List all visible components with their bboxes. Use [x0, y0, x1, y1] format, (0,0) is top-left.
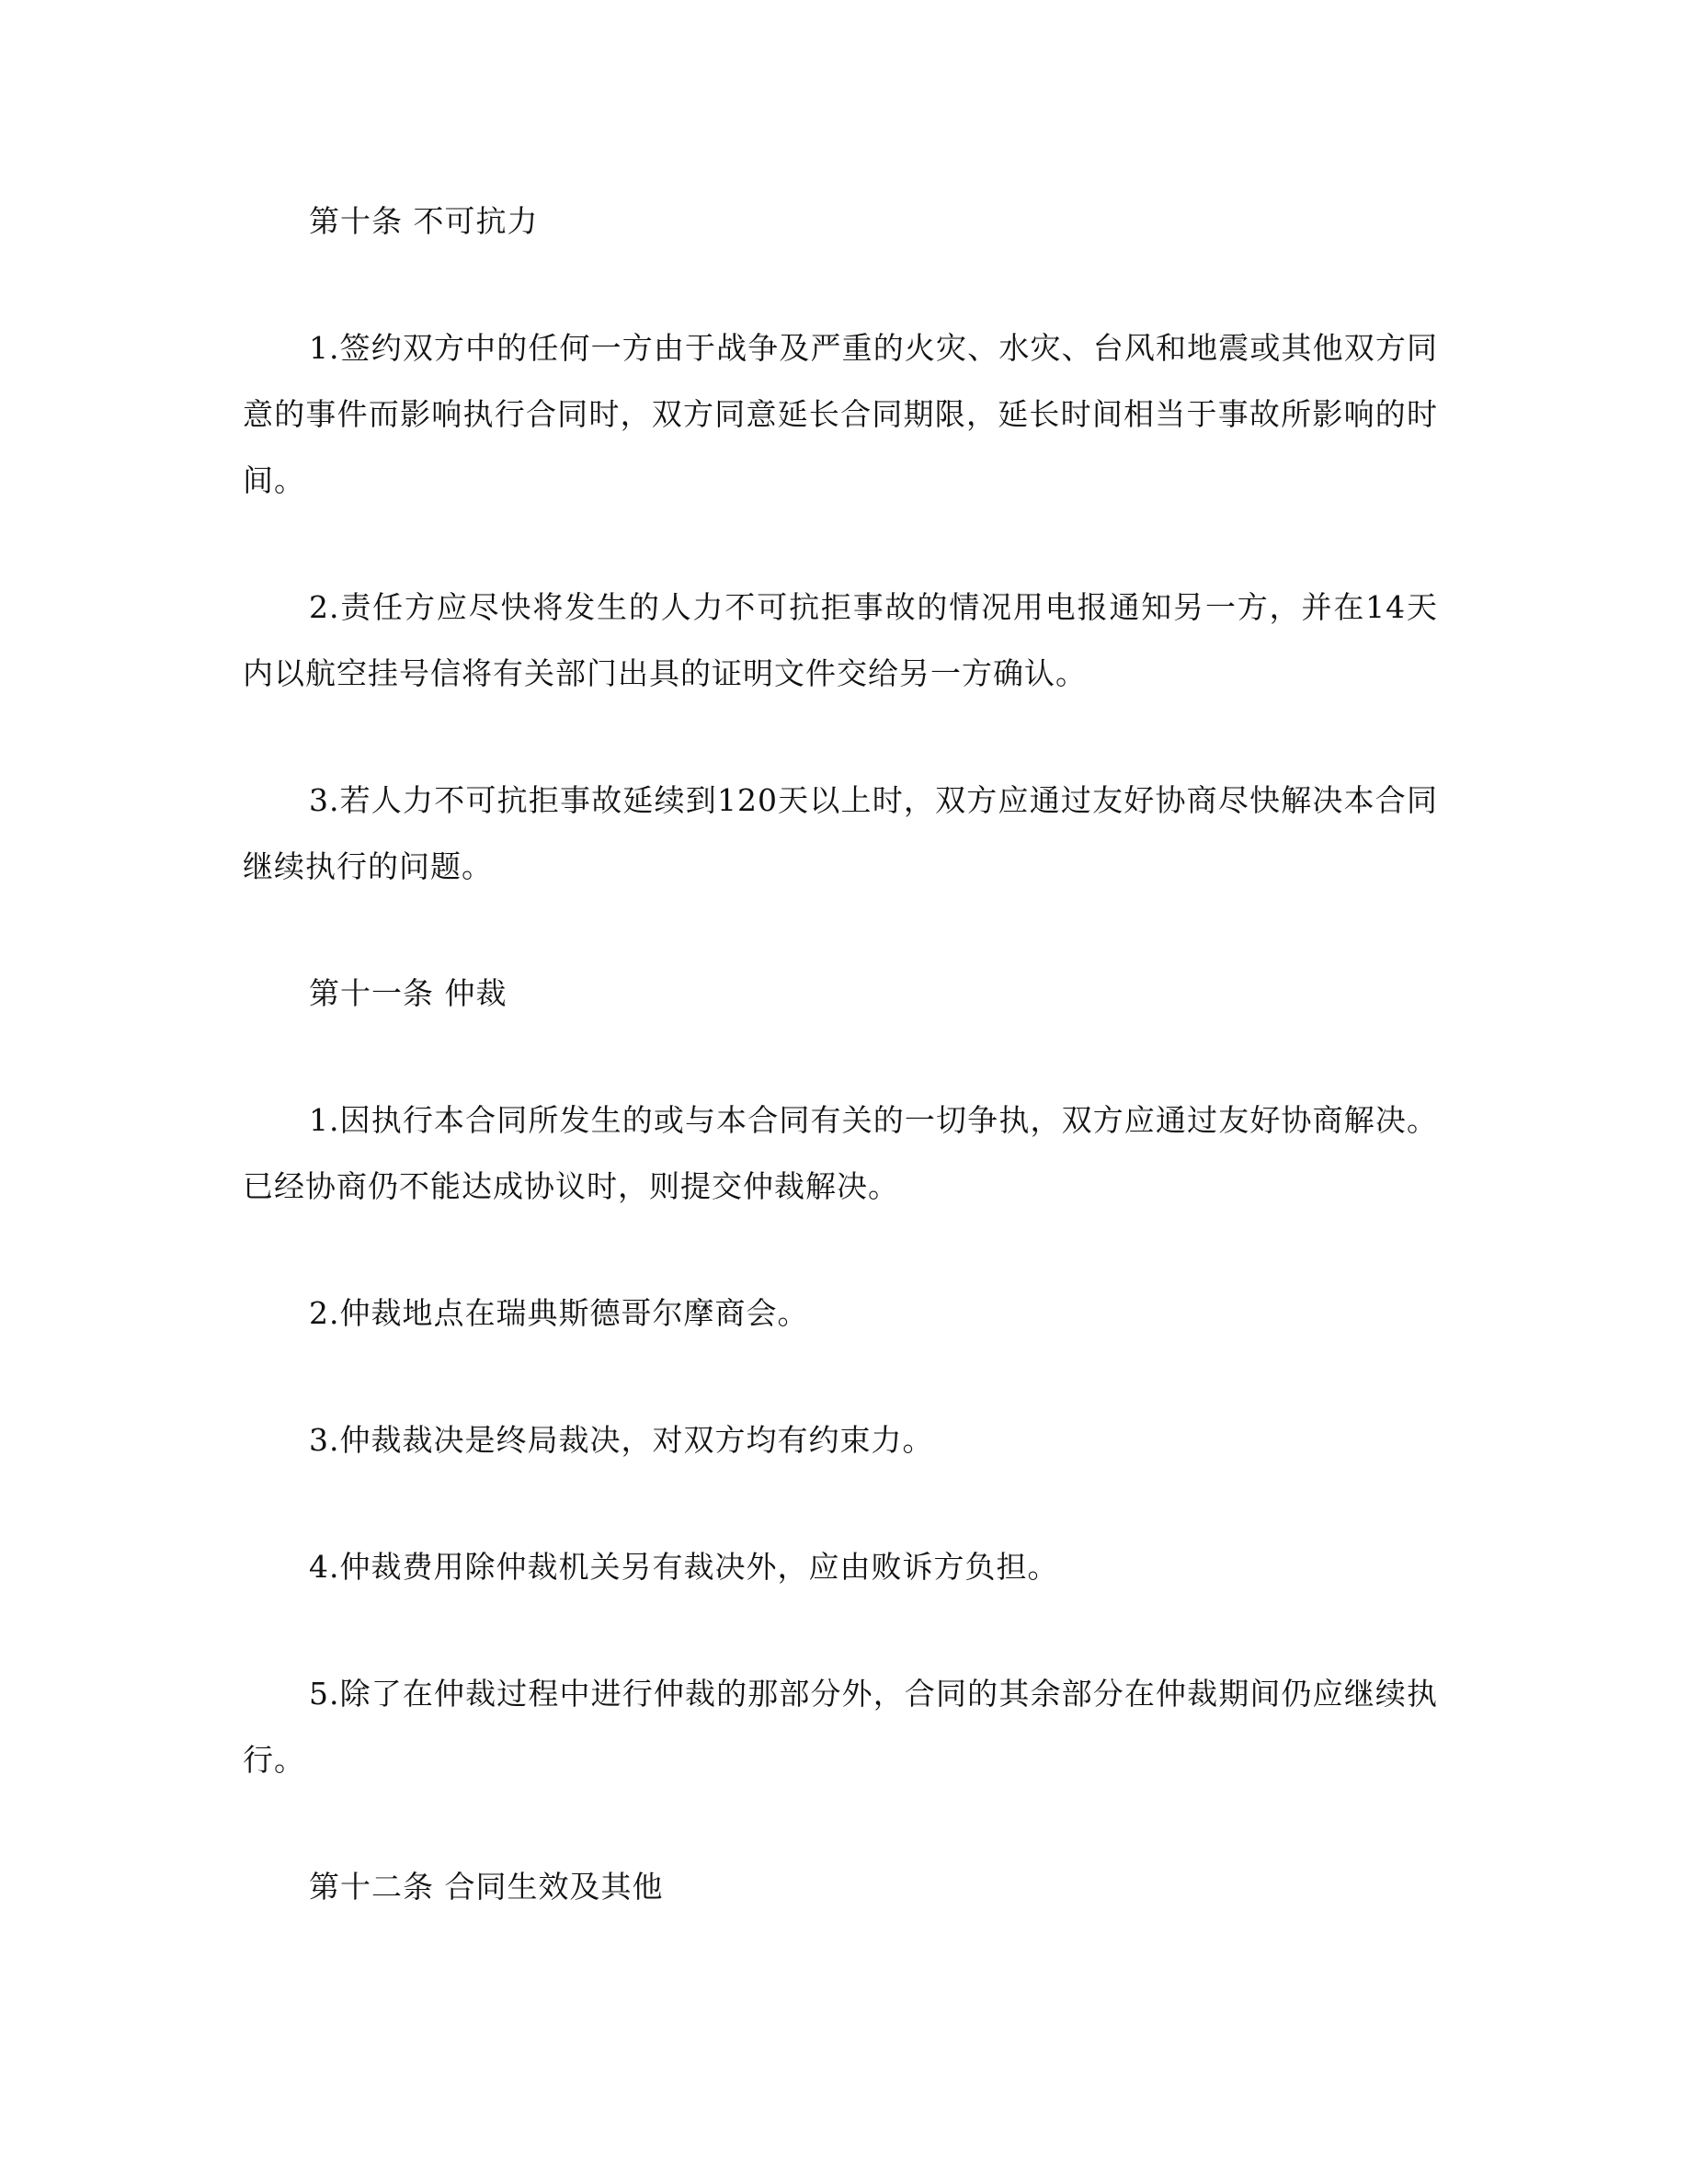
- article-10-clause-2: 2.责任方应尽快将发生的人力不可抗拒事故的情况用电报通知另一方，并在14天内以航空挂号信将有关部门出具的证明文件交给另一方确认。: [243, 589, 1438, 691]
- article-11-clause-4: 4.仲裁费用除仲裁机关另有裁决外，应由败诉方负担。: [309, 1549, 1059, 1585]
- article-11-clause-2: 2.仲裁地点在瑞典斯德哥尔摩商会。: [309, 1295, 809, 1331]
- article-10-clause-1: 1.签约双方中的任何一方由于战争及严重的火灾、水灾、台风和地震或其他双方同意的事件而影响执行合同时，双方同意延长合同期限，延长时间相当于事故所影响的时间。: [243, 330, 1438, 498]
- article-10-clause-3: 3.若人力不可抗拒事故延续到120天以上时，双方应通过友好协商尽快解决本合同继续执行的问题。: [243, 782, 1438, 884]
- article-12-heading: 第十二条 合同生效及其他: [309, 1869, 664, 1905]
- article-11-heading: 第十一条 仲裁: [309, 975, 508, 1011]
- document-body: [243, 188, 1438, 1981]
- article-10-heading: 第十条 不可抗力: [309, 203, 539, 239]
- article-11-clause-3: 3.仲裁裁决是终局裁决，对双方均有约束力。: [309, 1422, 934, 1458]
- article-11-clause-1: 1.因执行本合同所发生的或与本合同有关的一切争执，双方应通过友好协商解决。已经协商仍不能达成协议时，则提交仲裁解决。: [243, 1102, 1438, 1204]
- article-11-clause-5: 5.除了在仲裁过程中进行仲裁的那部分外，合同的其余部分在仲裁期间仍应继续执行。: [243, 1676, 1438, 1778]
